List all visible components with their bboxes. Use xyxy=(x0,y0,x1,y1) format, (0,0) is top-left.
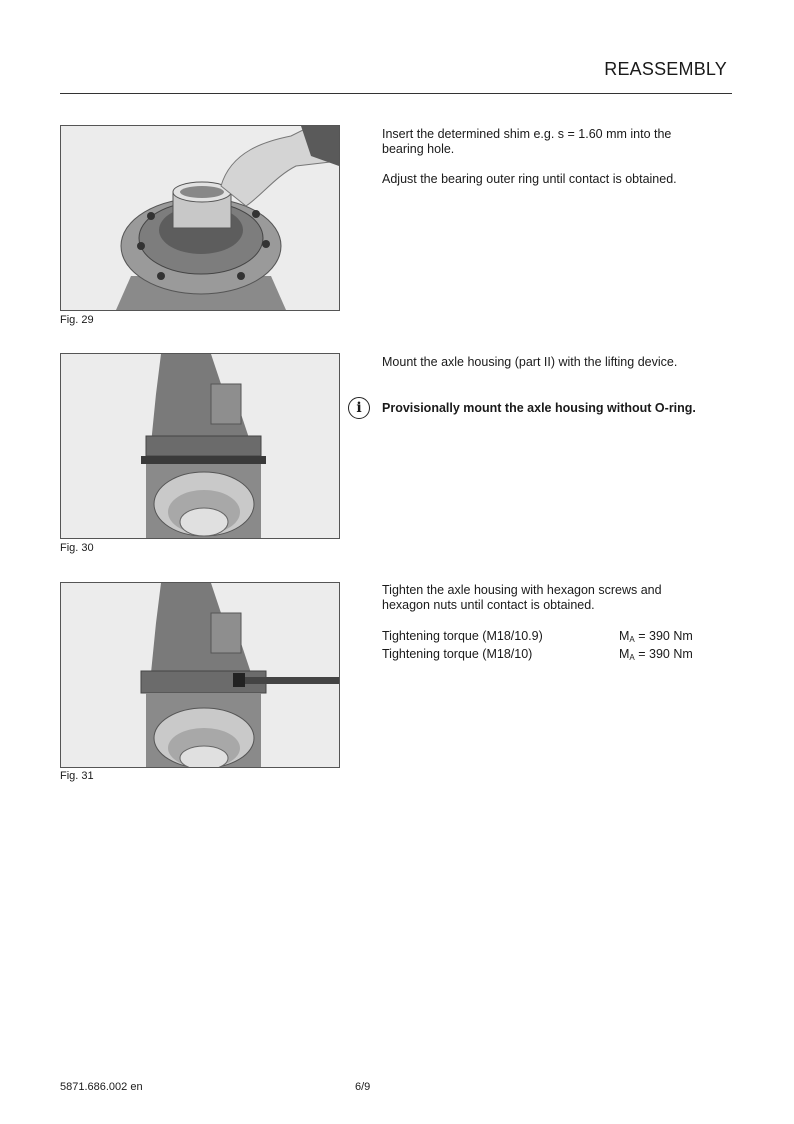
figure-31 xyxy=(60,582,340,768)
figure-30-caption: Fig. 30 xyxy=(60,542,94,554)
page-header-title: REASSEMBLY xyxy=(604,59,727,79)
torque-value: MA = 390 Nm xyxy=(619,629,693,644)
notice-text: Provisionally mount the axle housing without O-ring. xyxy=(382,401,696,415)
instruction-paragraph: Insert the determined shim e.g. s = 1.60 mm into the bearing hole. xyxy=(382,127,672,156)
footer-page-number: 6/9 xyxy=(355,1081,371,1093)
torque-row xyxy=(382,647,693,665)
step-31-instructions xyxy=(382,583,727,613)
torque-row xyxy=(382,629,693,647)
figure-31-caption: Fig. 31 xyxy=(60,770,94,782)
instruction-paragraph: Adjust the bearing outer ring until contact is obtained. xyxy=(382,172,677,186)
step-29-instructions xyxy=(382,127,727,187)
figure-30 xyxy=(60,353,340,539)
footer-doc-number: 5871.686.002 en xyxy=(60,1081,143,1093)
torque-label: Tightening torque (M18/10) xyxy=(382,647,533,661)
notice xyxy=(348,397,696,419)
header-divider xyxy=(60,93,732,94)
instruction-paragraph: Tighten the axle housing with hexagon screws and hexagon nuts until contact is obtained. xyxy=(382,583,662,612)
torque-table xyxy=(382,629,693,665)
instruction-paragraph: Mount the axle housing (part II) with the lifting device. xyxy=(382,355,678,369)
torque-value: MA = 390 Nm xyxy=(619,647,693,662)
step-30-instructions xyxy=(382,355,727,370)
torque-label: Tightening torque (M18/10.9) xyxy=(382,629,543,643)
figure-29 xyxy=(60,125,340,311)
figure-29-caption: Fig. 29 xyxy=(60,314,94,326)
info-icon: i xyxy=(348,397,370,419)
